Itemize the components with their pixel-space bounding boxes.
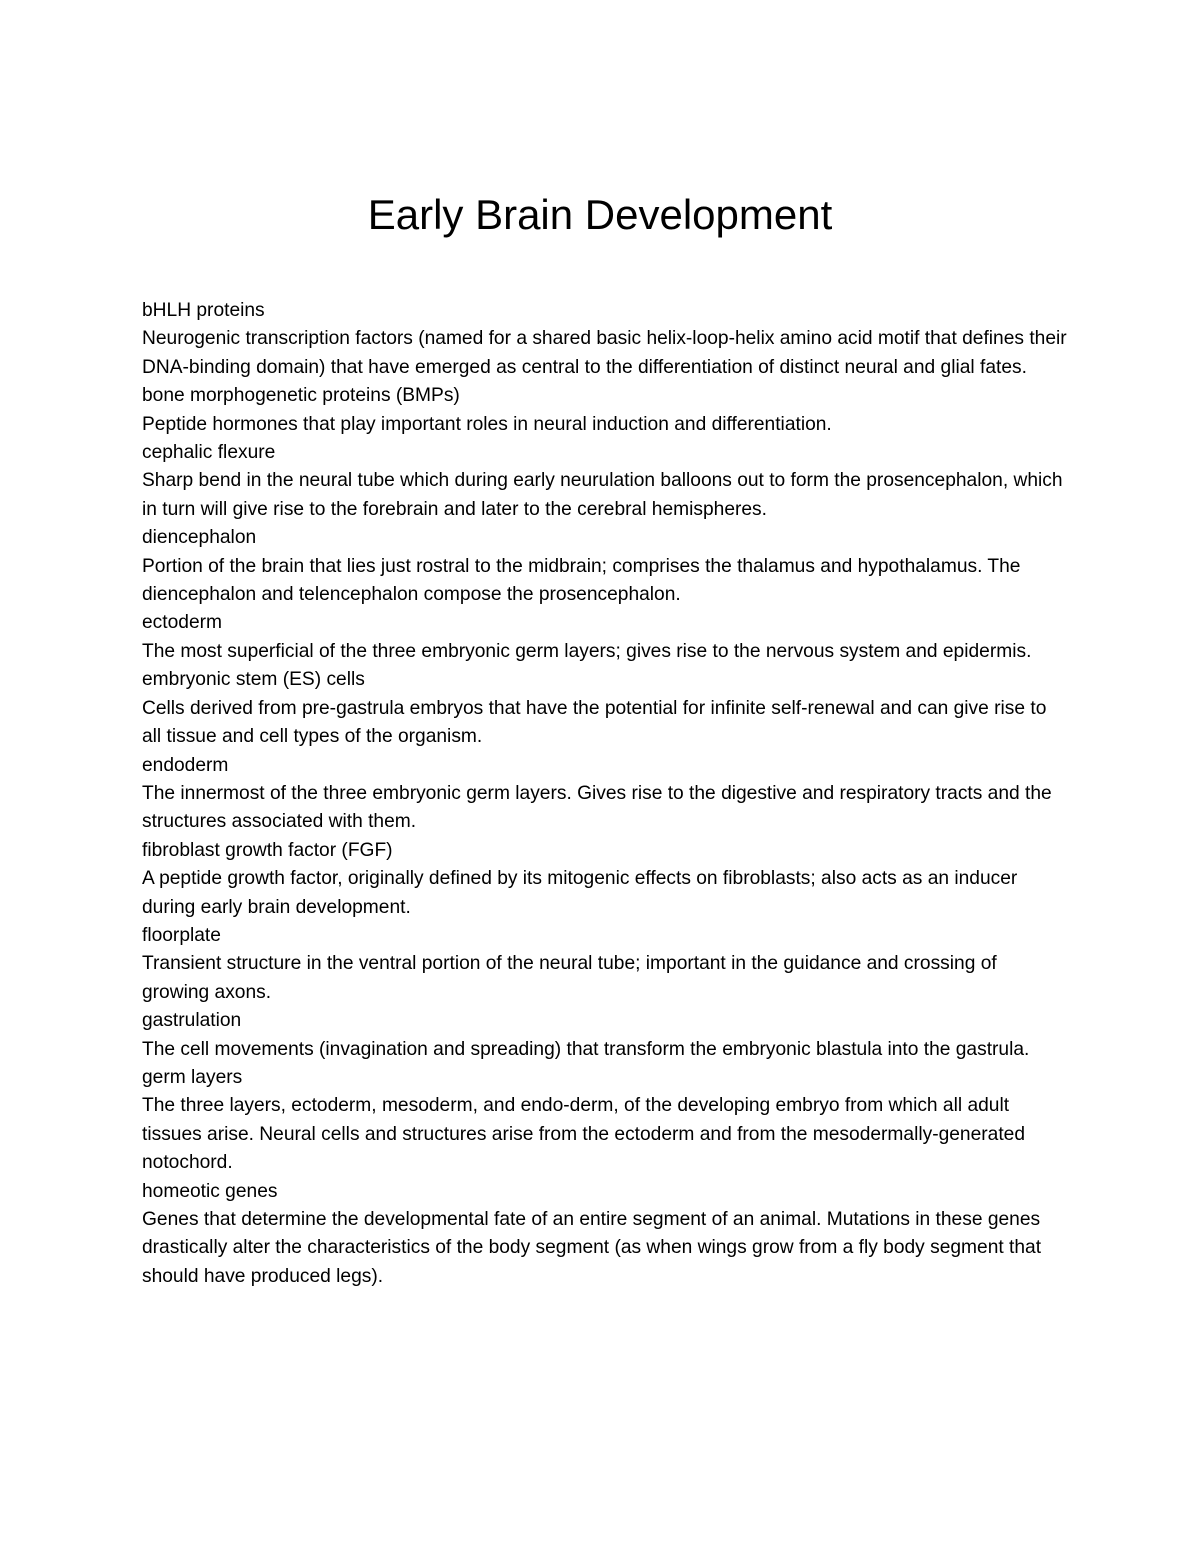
- glossary-entry: [142, 439, 1067, 524]
- glossary-term: germ layers: [142, 1066, 243, 1088]
- glossary-term: diencephalon: [142, 527, 257, 549]
- glossary-entry: [142, 666, 1067, 751]
- glossary-entry: [142, 922, 1067, 1007]
- document-title: Early Brain Development: [367, 191, 833, 238]
- glossary-definition: Portion of the brain that lies just rostral to the midbrain; comprises the thalamus and hypothalamus. The diencephalon and telencephalon compose the prosencephalon.: [142, 555, 1021, 606]
- glossary-entry: [142, 1007, 1067, 1064]
- glossary-entry: [142, 609, 1067, 666]
- glossary-definition: Peptide hormones that play important roles in neural induction and differentiation.: [142, 413, 832, 435]
- glossary-term: floorplate: [142, 924, 221, 946]
- glossary-list: [142, 297, 1067, 1291]
- glossary-entry: [142, 752, 1067, 837]
- glossary-term: gastrulation: [142, 1010, 242, 1032]
- glossary-entry: [142, 837, 1067, 922]
- glossary-definition: Neurogenic transcription factors (named for a shared basic helix-loop-helix amino acid motif that defines their DNA-binding domain) that have emerged as central to the differentiation of distinct neural and glial fates.: [142, 328, 1067, 378]
- glossary-term: fibroblast growth factor (FGF): [142, 839, 393, 861]
- glossary-entry: [142, 382, 1067, 439]
- glossary-definition: Transient structure in the ventral portion of the neural tube; important in the guidance and crossing of growing axons.: [142, 953, 997, 1003]
- glossary-entry: [142, 524, 1067, 609]
- glossary-definition: The most superficial of the three embryonic germ layers; gives rise to the nervous system and epidermis.: [142, 640, 1032, 662]
- glossary-definition: The cell movements (invagination and spreading) that transform the embryonic blastula into the gastrula.: [142, 1038, 1030, 1060]
- glossary-term: bone morphogenetic proteins (BMPs): [142, 385, 460, 407]
- glossary-definition: Cells derived from pre-gastrula embryos that have the potential for infinite self-renewal and can give rise to all tissue and cell types of the organism.: [142, 697, 1047, 748]
- glossary-definition: A peptide growth factor, originally defined by its mitogenic effects on fibroblasts; also acts as an inducer during early brain development.: [142, 868, 1018, 918]
- glossary-entry: [142, 297, 1067, 382]
- glossary-definition: Sharp bend in the neural tube which during early neurulation balloons out to form the prosencephalon, which in turn will give rise to the forebrain and later to the cerebral hemispheres.: [142, 470, 1063, 520]
- glossary-term: ectoderm: [142, 612, 222, 634]
- glossary-entry: [142, 1178, 1067, 1292]
- glossary-term: bHLH proteins: [142, 300, 265, 321]
- glossary-term: embryonic stem (ES) cells: [142, 669, 365, 691]
- glossary-term: homeotic genes: [142, 1180, 278, 1202]
- glossary-entry: [142, 1064, 1067, 1178]
- glossary-term: cephalic flexure: [142, 442, 276, 464]
- glossary-definition: Genes that determine the developmental fate of an entire segment of an animal. Mutations in these genes drastically alter the characteristics of the body segment (as when wings grow from a fly body segment that should have produced legs).: [142, 1209, 1042, 1287]
- glossary-definition: The innermost of the three embryonic germ layers. Gives rise to the digestive and respiratory tracts and the structures associated with them.: [142, 782, 1052, 833]
- glossary-term: endoderm: [142, 754, 229, 776]
- glossary-definition: The three layers, ectoderm, mesoderm, and endo-derm, of the developing embryo from which all adult tissues arise. Neural cells and structures arise from the ectoderm and from the mesodermally-generated notochord.: [142, 1095, 1026, 1174]
